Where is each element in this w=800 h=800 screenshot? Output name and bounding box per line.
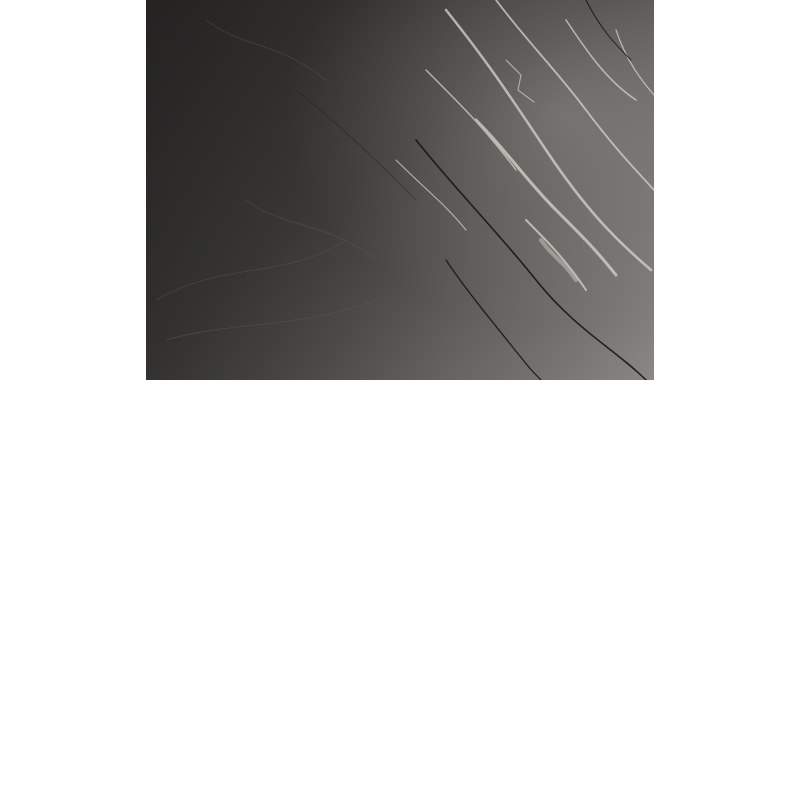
supporting-color-swatch-1	[146, 609, 315, 800]
supporting-color-swatch-2	[315, 609, 484, 800]
dominant-color-swatch	[146, 400, 654, 590]
supporting-color-swatch-3	[485, 609, 654, 800]
supporting-colors-row	[146, 609, 654, 800]
swatch-info-text	[164, 24, 432, 37]
marble-texture-image	[146, 0, 654, 380]
marble-texture-graphic	[146, 0, 654, 380]
